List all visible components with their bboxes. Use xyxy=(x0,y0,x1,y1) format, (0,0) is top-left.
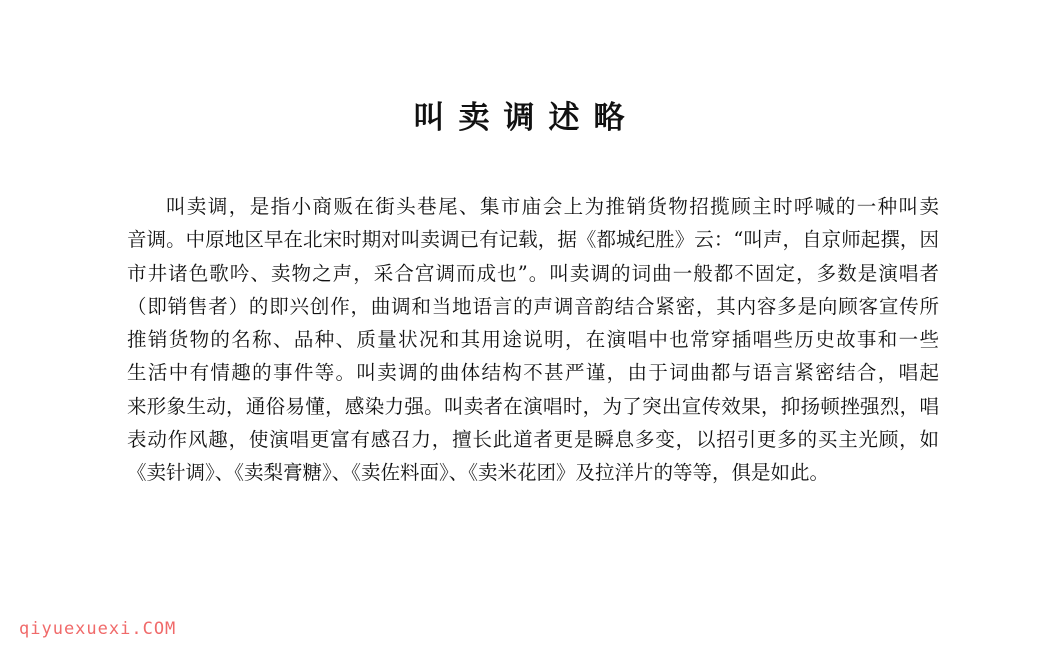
body-line-6: 生活中有情趣的事件等。叫卖调的曲体结构不甚严谨，由于词曲都与语言紧密结合，唱起 xyxy=(127,361,939,385)
body-line-7: 来形象生动，通俗易懂，感染力强。叫卖者在演唱时，为了突出宣传效果，抑扬顿挫强烈，唱 xyxy=(127,394,939,418)
body-line-9: 《卖针调》、《卖梨膏糖》、《卖佐料面》、《卖米花团》及拉洋片的等等，俱是如此。 xyxy=(127,461,830,485)
body-line-8: 表动作风趣，使演唱更富有感召力，擅长此道者更是瞬息多变，以招引更多的买主光顾，如 xyxy=(127,428,939,452)
body-text xyxy=(127,190,939,490)
page-title: 叫卖调述略 xyxy=(413,100,639,136)
body-line-4: （即销售者）的即兴创作，曲调和当地语言的声调音韵结合紧密，其内容多是向顾客宣传所 xyxy=(127,294,939,318)
body-line-3: 市井诸色歌吟、卖物之声，采合宫调而成也”。叫卖调的词曲一般都不固定，多数是演唱者 xyxy=(127,261,939,285)
site-watermark: qiyuexuexi.COM xyxy=(19,619,177,639)
body-line-2: 音调。中原地区早在北宋时期对叫卖调已有记载，据《都城纪胜》云：“叫声，自京师起撰，因 xyxy=(127,228,939,252)
body-line-5: 推销货物的名称、品种、质量状况和其用途说明，在演唱中也常穿插唱些历史故事和一些 xyxy=(127,328,939,352)
body-line-1: 叫卖调，是指小商贩在街头巷尾、集市庙会上为推销货物招揽顾主时呼喊的一种叫卖 xyxy=(166,195,939,218)
